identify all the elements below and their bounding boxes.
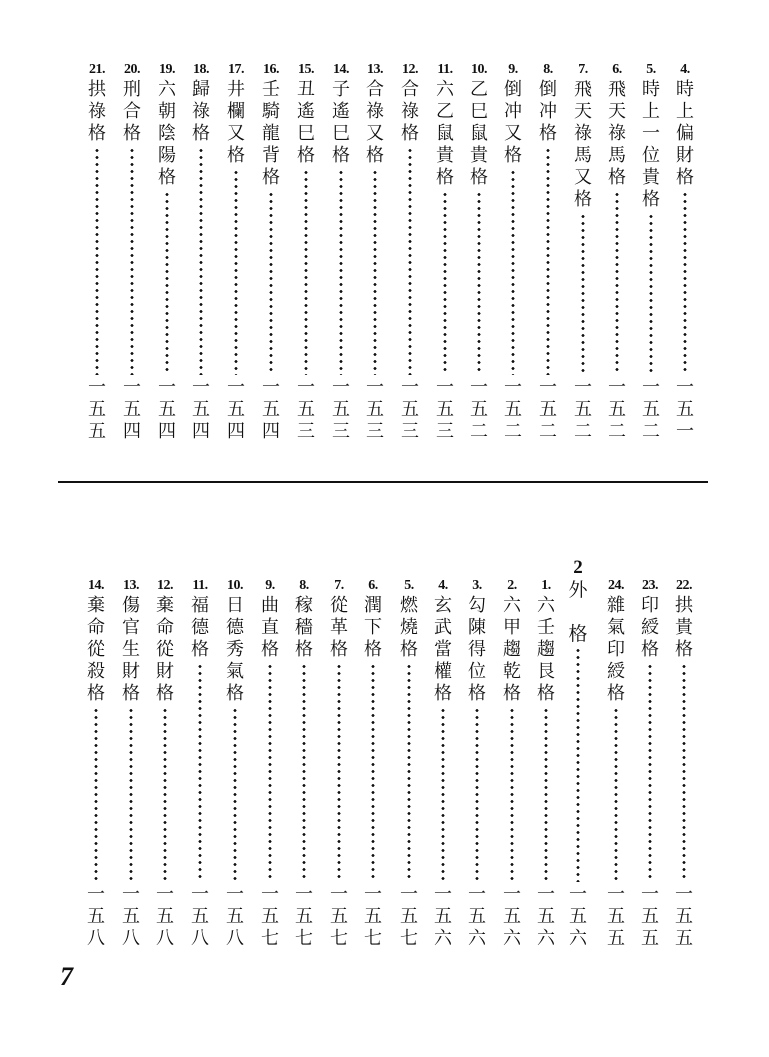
toc-entry[interactable] bbox=[394, 61, 426, 443]
section-title-char: 格 bbox=[568, 623, 588, 645]
entry-page-number: 一 五 四 bbox=[192, 377, 210, 442]
entry-page-number: 一 五 八 bbox=[226, 884, 244, 949]
entry-title: 六 乙 鼠 貴 格 bbox=[436, 79, 454, 188]
dot-leader bbox=[268, 663, 272, 882]
dot-leader bbox=[581, 213, 585, 375]
dot-leader bbox=[475, 707, 479, 882]
entry-page-number: 一 五 六 bbox=[537, 884, 555, 949]
entry-page-number: 一 五 二 bbox=[642, 377, 660, 442]
section-divider bbox=[58, 481, 708, 483]
entry-title: 子 遙 巳 格 bbox=[332, 79, 350, 166]
entry-title: 福 德 格 bbox=[191, 595, 209, 660]
toc-entry[interactable] bbox=[115, 577, 147, 950]
entry-number: 17. bbox=[228, 62, 244, 77]
toc-entry[interactable] bbox=[429, 61, 461, 443]
toc-entry[interactable] bbox=[532, 61, 564, 443]
toc-entry[interactable] bbox=[393, 577, 425, 950]
dot-leader bbox=[129, 707, 133, 882]
entry-number: 19. bbox=[159, 62, 175, 77]
toc-entry[interactable] bbox=[219, 577, 251, 950]
toc-entry[interactable] bbox=[323, 577, 355, 950]
entry-number: 16. bbox=[263, 62, 279, 77]
entry-title: 丑 遙 巳 格 bbox=[297, 79, 315, 166]
entry-number: 1. bbox=[541, 578, 551, 593]
toc-entry[interactable] bbox=[151, 61, 183, 443]
dot-leader bbox=[615, 191, 619, 375]
dot-leader bbox=[130, 147, 134, 375]
toc-entry[interactable] bbox=[359, 61, 391, 443]
entry-number: 12. bbox=[402, 62, 418, 77]
entry-page-number: 一 五 五 bbox=[641, 884, 659, 949]
dot-leader bbox=[544, 707, 548, 882]
toc-entry[interactable] bbox=[600, 577, 632, 950]
entry-page-number: 一 五 四 bbox=[262, 377, 280, 442]
entry-page-number: 一 五 三 bbox=[401, 377, 419, 442]
entry-page-number: 一 五 三 bbox=[436, 377, 454, 442]
entry-page-number: 一 五 二 bbox=[608, 377, 626, 442]
section-number: 2 bbox=[573, 557, 583, 578]
dot-leader bbox=[477, 191, 481, 375]
toc-entry[interactable] bbox=[254, 577, 286, 950]
entry-number: 11. bbox=[192, 578, 208, 593]
entry-title: 歸 祿 格 bbox=[192, 79, 210, 144]
entry-number: 7. bbox=[578, 62, 588, 77]
entry-title: 乙 巳 鼠 貴 格 bbox=[470, 79, 488, 188]
toc-entry[interactable] bbox=[288, 577, 320, 950]
entry-number: 15. bbox=[298, 62, 314, 77]
entry-number: 7. bbox=[334, 578, 344, 593]
toc-entry[interactable] bbox=[325, 61, 357, 443]
entry-title: 稼 穡 格 bbox=[295, 595, 313, 660]
toc-entry[interactable] bbox=[220, 61, 252, 443]
entry-number: 2. bbox=[507, 578, 517, 593]
entry-title: 曲 直 格 bbox=[261, 595, 279, 660]
dot-leader bbox=[302, 663, 306, 882]
entry-page-number: 一 五 五 bbox=[88, 377, 106, 442]
entry-number: 23. bbox=[642, 578, 658, 593]
entry-title: 玄 武 當 權 格 bbox=[434, 595, 452, 704]
entry-page-number: 一 五 七 bbox=[295, 884, 313, 949]
entry-page-number: 一 五 七 bbox=[400, 884, 418, 949]
entry-page-number: 一 五 四 bbox=[123, 377, 141, 442]
entry-title: 日 德 秀 氣 格 bbox=[226, 595, 244, 704]
entry-number: 8. bbox=[543, 62, 553, 77]
dot-leader bbox=[233, 707, 237, 882]
entry-title: 時 上 一 位 貴 格 bbox=[642, 79, 660, 210]
dot-leader bbox=[614, 707, 618, 882]
entry-number: 3. bbox=[472, 578, 482, 593]
entry-page-number: 一 五 二 bbox=[574, 377, 592, 442]
entry-number: 5. bbox=[646, 62, 656, 77]
toc-entry[interactable] bbox=[184, 577, 216, 950]
dot-leader bbox=[510, 707, 514, 882]
entry-title: 飛 天 祿 馬 又 格 bbox=[574, 79, 592, 210]
entry-title: 六 壬 趨 艮 格 bbox=[537, 595, 555, 704]
entry-page-number: 一 五 二 bbox=[539, 377, 557, 442]
dot-leader bbox=[649, 213, 653, 375]
dot-leader bbox=[407, 663, 411, 882]
toc-entry[interactable] bbox=[668, 577, 700, 950]
entry-page-number: 一 五 二 bbox=[504, 377, 522, 442]
entry-page-number: 一 五 八 bbox=[87, 884, 105, 949]
entry-title: 印 綬 格 bbox=[641, 595, 659, 660]
entry-page-number: 一 五 三 bbox=[297, 377, 315, 442]
dot-leader bbox=[163, 707, 167, 882]
entry-page-number: 一 五 三 bbox=[332, 377, 350, 442]
toc-entry[interactable] bbox=[116, 61, 148, 443]
entry-number: 9. bbox=[508, 62, 518, 77]
entry-title: 刑 合 格 bbox=[123, 79, 141, 144]
entry-number: 5. bbox=[404, 578, 414, 593]
dot-leader bbox=[94, 707, 98, 882]
toc-entry[interactable] bbox=[290, 61, 322, 443]
page-folio: 7 bbox=[60, 962, 73, 991]
entry-number: 10. bbox=[227, 578, 243, 593]
entry-title: 潤 下 格 bbox=[364, 595, 382, 660]
toc-section-heading[interactable] bbox=[562, 557, 594, 950]
entry-title: 倒 冲 格 bbox=[539, 79, 557, 144]
entry-title: 倒 冲 又 格 bbox=[504, 79, 522, 166]
entry-page-number: 一 五 七 bbox=[261, 884, 279, 949]
entry-number: 14. bbox=[333, 62, 349, 77]
dot-leader bbox=[339, 169, 343, 375]
entry-number: 12. bbox=[157, 578, 173, 593]
toc-entry[interactable] bbox=[463, 61, 495, 443]
dot-leader bbox=[511, 169, 515, 375]
entry-page-number: 一 五 五 bbox=[607, 884, 625, 949]
entry-number: 18. bbox=[193, 62, 209, 77]
toc-entry[interactable] bbox=[357, 577, 389, 950]
entry-page-number: 一 五 二 bbox=[470, 377, 488, 442]
entry-number: 9. bbox=[265, 578, 275, 593]
entry-title: 飛 天 祿 馬 格 bbox=[608, 79, 626, 188]
toc-entry[interactable] bbox=[496, 577, 528, 950]
entry-number: 8. bbox=[299, 578, 309, 593]
dot-leader bbox=[95, 147, 99, 375]
dot-leader bbox=[408, 147, 412, 375]
entry-title: 棄 命 從 財 格 bbox=[156, 595, 174, 704]
entry-title: 勾 陳 得 位 格 bbox=[468, 595, 486, 704]
entry-page-number: 一 五 六 bbox=[503, 884, 521, 949]
entry-page-number: 一 五 六 bbox=[434, 884, 452, 949]
toc-entry[interactable] bbox=[80, 577, 112, 950]
entry-page-number: 一 五 八 bbox=[122, 884, 140, 949]
dot-leader bbox=[441, 707, 445, 882]
entry-page-number: 一 五 一 bbox=[676, 377, 694, 442]
dot-leader bbox=[165, 191, 169, 375]
entry-title: 拱 祿 格 bbox=[88, 79, 106, 144]
toc-entry[interactable] bbox=[567, 61, 599, 443]
section-page-number: 一 五 六 bbox=[569, 884, 587, 949]
entry-number: 24. bbox=[608, 578, 624, 593]
toc-entry[interactable] bbox=[427, 577, 459, 950]
dot-leader bbox=[234, 169, 238, 375]
toc-entry[interactable] bbox=[669, 61, 701, 443]
toc-entry[interactable] bbox=[461, 577, 493, 950]
dot-leader bbox=[648, 663, 652, 882]
entry-page-number: 一 五 六 bbox=[468, 884, 486, 949]
entry-page-number: 一 五 五 bbox=[675, 884, 693, 949]
toc-entry[interactable] bbox=[81, 61, 113, 443]
dot-leader bbox=[682, 663, 686, 882]
toc-entry[interactable] bbox=[635, 61, 667, 443]
entry-number: 13. bbox=[367, 62, 383, 77]
entry-number: 13. bbox=[123, 578, 139, 593]
entry-page-number: 一 五 七 bbox=[330, 884, 348, 949]
entry-title: 壬 騎 龍 背 格 bbox=[262, 79, 280, 188]
entry-number: 11. bbox=[437, 62, 453, 77]
toc-entry[interactable] bbox=[149, 577, 181, 950]
entry-title: 雜 氣 印 綬 格 bbox=[607, 595, 625, 704]
entry-number: 20. bbox=[124, 62, 140, 77]
entry-page-number: 一 五 四 bbox=[158, 377, 176, 442]
entry-title: 井 欄 又 格 bbox=[227, 79, 245, 166]
dot-leader bbox=[269, 191, 273, 375]
entry-number: 10. bbox=[471, 62, 487, 77]
toc-entry[interactable] bbox=[530, 577, 562, 950]
dot-leader bbox=[371, 663, 375, 882]
dot-leader bbox=[304, 169, 308, 375]
dot-leader bbox=[576, 647, 580, 882]
entry-number: 6. bbox=[612, 62, 622, 77]
entry-title: 從 革 格 bbox=[330, 595, 348, 660]
entry-page-number: 一 五 八 bbox=[191, 884, 209, 949]
entry-page-number: 一 五 七 bbox=[364, 884, 382, 949]
toc-entry[interactable] bbox=[185, 61, 217, 443]
entry-number: 14. bbox=[88, 578, 104, 593]
toc-entry[interactable] bbox=[497, 61, 529, 443]
toc-entry[interactable] bbox=[255, 61, 287, 443]
entry-title: 時 上 偏 財 格 bbox=[676, 79, 694, 188]
entry-number: 4. bbox=[680, 62, 690, 77]
section-title bbox=[568, 557, 587, 645]
dot-leader bbox=[198, 663, 202, 882]
entry-title: 傷 官 生 財 格 bbox=[122, 595, 140, 704]
entry-title: 合 祿 又 格 bbox=[366, 79, 384, 166]
section-title-char: 外 bbox=[568, 579, 588, 601]
entry-number: 21. bbox=[89, 62, 105, 77]
entry-number: 22. bbox=[676, 578, 692, 593]
dot-leader bbox=[683, 191, 687, 375]
dot-leader bbox=[546, 147, 550, 375]
toc-entry[interactable] bbox=[634, 577, 666, 950]
dot-leader bbox=[199, 147, 203, 375]
entry-page-number: 一 五 八 bbox=[156, 884, 174, 949]
entry-title: 合 祿 格 bbox=[401, 79, 419, 144]
dot-leader bbox=[443, 191, 447, 375]
entry-title: 棄 命 從 殺 格 bbox=[87, 595, 105, 704]
entry-number: 6. bbox=[368, 578, 378, 593]
entry-title: 燃 燒 格 bbox=[400, 595, 418, 660]
entry-title: 拱 貴 格 bbox=[675, 595, 693, 660]
toc-entry[interactable] bbox=[601, 61, 633, 443]
entry-number: 4. bbox=[438, 578, 448, 593]
entry-page-number: 一 五 三 bbox=[366, 377, 384, 442]
dot-leader bbox=[373, 169, 377, 375]
entry-title: 六 朝 陰 陽 格 bbox=[158, 79, 176, 188]
entry-title: 六 甲 趨 乾 格 bbox=[503, 595, 521, 704]
dot-leader bbox=[337, 663, 341, 882]
entry-page-number: 一 五 四 bbox=[227, 377, 245, 442]
